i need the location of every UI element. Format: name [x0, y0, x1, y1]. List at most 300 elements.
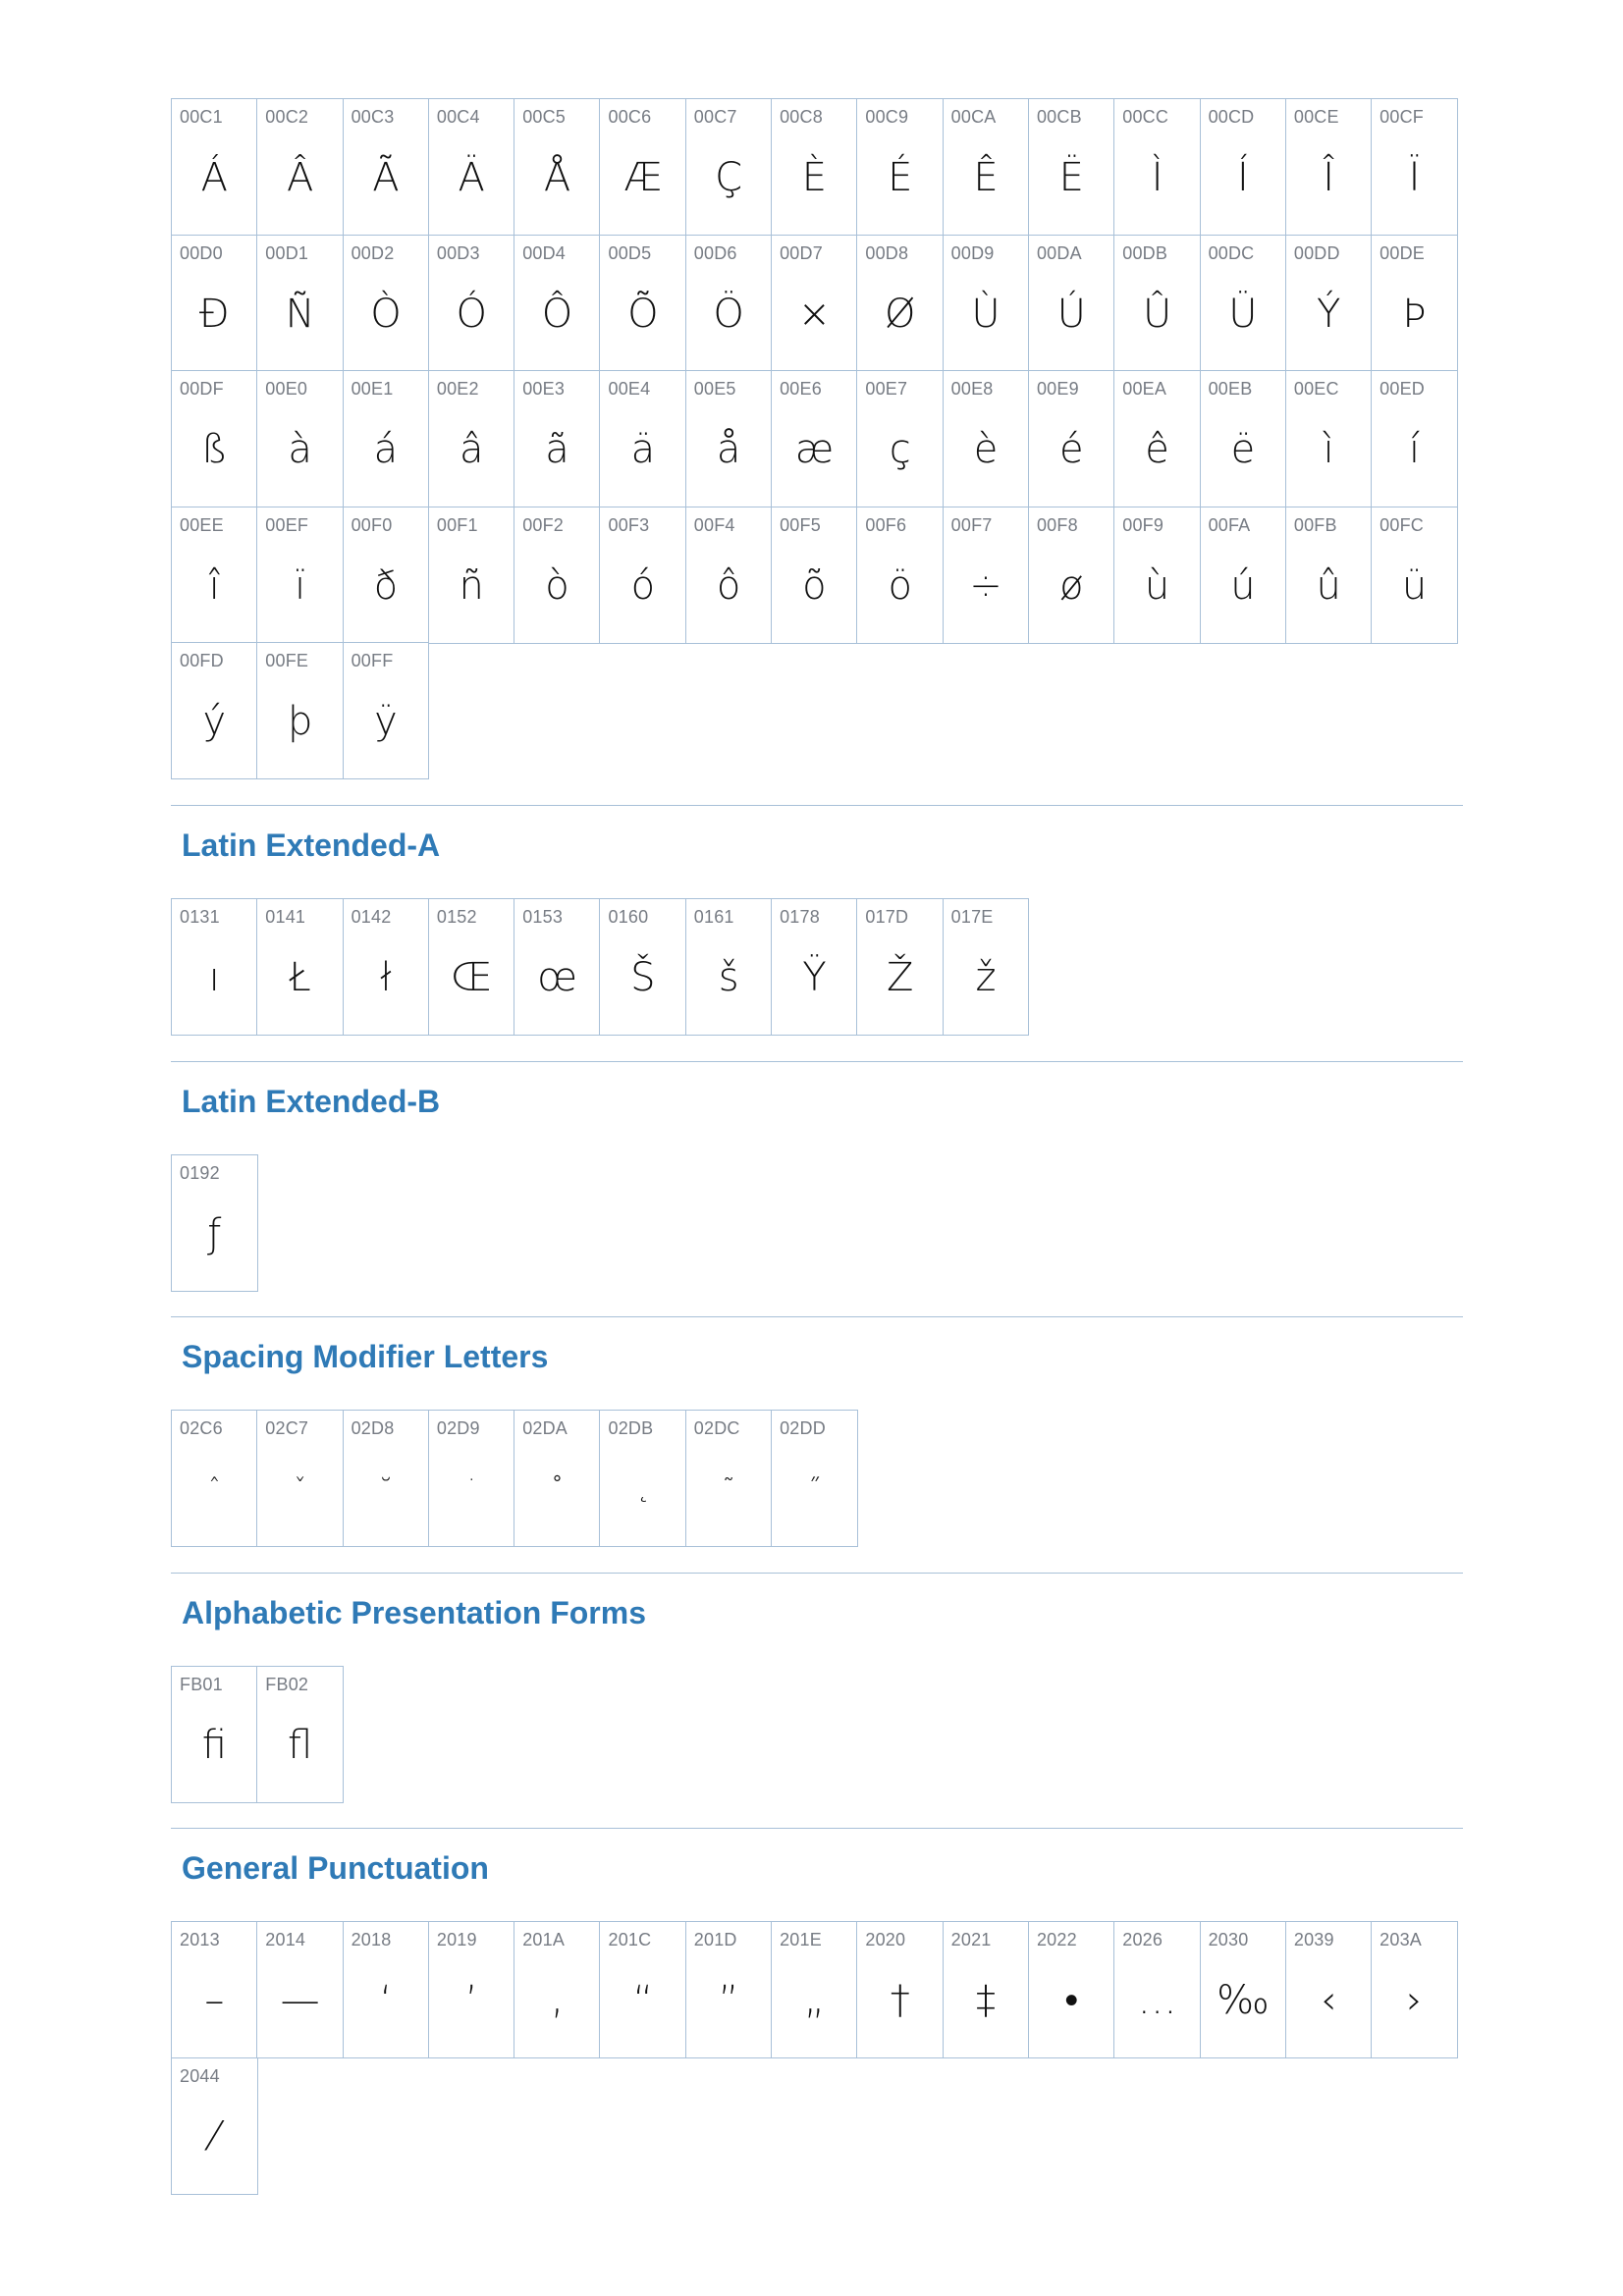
codepoint-label: 00D4 — [522, 242, 567, 263]
codepoint-label: 00F2 — [522, 514, 565, 535]
glyph-cell-00df — [171, 370, 258, 507]
codepoint-label: 00F4 — [693, 514, 735, 535]
codepoint-label: 00F1 — [436, 514, 478, 535]
glyph-cell-00cf — [1371, 98, 1458, 236]
codepoint-label: 201D — [693, 1930, 737, 1950]
glyph-sample: ð — [373, 562, 399, 609]
glyph-cell-fb01 — [171, 1666, 258, 1803]
glyph-cell-00f1 — [428, 507, 515, 644]
codepoint-label: 00ED — [1380, 379, 1425, 400]
glyph-sample: ñ — [459, 562, 484, 609]
glyph-sample: œ — [537, 955, 577, 1001]
glyph-sample: ú — [1230, 562, 1256, 609]
codepoint-label: 2013 — [180, 1930, 220, 1950]
glyph-sample: ł — [380, 955, 392, 1001]
glyph-sample: Ä — [458, 155, 485, 200]
glyph-sample: ž — [975, 955, 997, 1001]
glyph-sample: Á — [200, 155, 229, 200]
codepoint-label: 0152 — [436, 907, 477, 928]
glyph-sample: ƒ — [207, 1210, 222, 1256]
glyph-sample: – — [204, 1978, 225, 2024]
glyph-sample: è — [973, 427, 999, 473]
codepoint-label: 0178 — [780, 907, 820, 928]
glyph-sample: … — [1137, 1978, 1177, 2024]
glyph-cell-00c3 — [343, 98, 430, 236]
codepoint-label: 00DF — [180, 379, 224, 400]
glyph-cell-2019 — [428, 1921, 515, 2058]
codepoint-label: 00D5 — [608, 242, 652, 263]
glyph-sample: Œ — [450, 955, 493, 1001]
codepoint-label: 0142 — [351, 907, 392, 928]
glyph-cell-2026 — [1113, 1921, 1201, 2058]
codepoint-label: 00E2 — [436, 379, 479, 400]
codepoint-label: 00D7 — [780, 242, 823, 263]
codepoint-label: 00CD — [1208, 107, 1255, 127]
glyph-cell-00fd — [171, 642, 258, 779]
codepoint-label: 2030 — [1208, 1930, 1249, 1950]
glyph-cell-00d5 — [599, 235, 686, 372]
codepoint-label: 00FE — [265, 651, 309, 671]
glyph-cell-0141 — [256, 898, 344, 1036]
glyph-cell-00c1 — [171, 98, 258, 236]
glyph-sample: á — [373, 427, 399, 473]
glyph-cell-201e — [771, 1921, 858, 2058]
codepoint-label: 0131 — [180, 907, 220, 928]
glyph-cell-2039 — [1285, 1921, 1373, 2058]
glyph-cell-00cc — [1113, 98, 1201, 236]
glyph-cell-00f7 — [943, 507, 1030, 644]
glyph-cell-00f8 — [1028, 507, 1115, 644]
glyph-cell-201d — [685, 1921, 773, 2058]
codepoint-label: 00F5 — [780, 514, 821, 535]
glyph-cell-0153 — [514, 898, 601, 1036]
codepoint-label: 00E1 — [351, 379, 394, 400]
glyph-sample: — — [280, 1978, 320, 2024]
glyph-sample: Î — [1323, 155, 1335, 200]
glyph-sample: Ç — [715, 155, 743, 200]
codepoint-label: 00C2 — [265, 107, 309, 127]
glyph-sample: Í — [1237, 155, 1249, 200]
glyph-sample: × — [797, 291, 832, 337]
glyph-sample: à — [288, 427, 312, 473]
glyph-cell-00ca — [943, 98, 1030, 236]
glyph-cell-00cb — [1028, 98, 1115, 236]
codepoint-label: 02C6 — [180, 1418, 223, 1439]
glyph-sample: ﬁ — [201, 1722, 227, 1768]
codepoint-label: 00F3 — [608, 514, 650, 535]
glyph-cell-00d8 — [856, 235, 944, 372]
codepoint-label: 00E9 — [1036, 379, 1079, 400]
codepoint-label: 02DA — [522, 1418, 568, 1439]
section-title-spacing-modifier-letters: Spacing Modifier Letters — [182, 1339, 549, 1375]
codepoint-label: 00E0 — [265, 379, 308, 400]
glyph-cell-00d6 — [685, 235, 773, 372]
glyph-sample: Š — [630, 955, 656, 1001]
glyph-sample: Õ — [627, 291, 659, 337]
glyph-sample: â — [459, 427, 484, 473]
glyph-sample: ê — [1145, 427, 1169, 473]
glyph-cell-2030 — [1200, 1921, 1287, 2058]
spacing-modifier-letters-grid — [171, 1410, 1465, 1546]
codepoint-label: 201A — [522, 1930, 566, 1950]
glyph-cell-00ee — [171, 507, 258, 644]
codepoint-label: 201E — [780, 1930, 822, 1950]
codepoint-label: 017E — [950, 907, 994, 928]
codepoint-label: 00FC — [1380, 514, 1424, 535]
glyph-cell-017d — [856, 898, 944, 1036]
codepoint-label: 00E7 — [865, 379, 908, 400]
glyph-sample: ÿ — [374, 699, 398, 745]
glyph-cell-0152 — [428, 898, 515, 1036]
glyph-cell-2013 — [171, 1921, 258, 2058]
latin1-supplement-grid — [171, 98, 1465, 778]
alphabetic-presentation-forms-grid — [171, 1666, 1465, 1802]
codepoint-label: 00D0 — [180, 242, 223, 263]
codepoint-label: 00C3 — [351, 107, 395, 127]
glyph-sample: é — [1059, 427, 1084, 473]
glyph-sample: þ — [287, 699, 313, 745]
section-divider — [171, 805, 1463, 806]
glyph-sample: ä — [630, 427, 656, 473]
codepoint-label: 203A — [1380, 1930, 1422, 1950]
glyph-cell-00f5 — [771, 507, 858, 644]
glyph-cell-00d3 — [428, 235, 515, 372]
glyph-sample: ˙ — [464, 1474, 478, 1505]
glyph-cell-00c4 — [428, 98, 515, 236]
glyph-cell-00fa — [1200, 507, 1287, 644]
glyph-cell-00d0 — [171, 235, 258, 372]
glyph-sample: ” — [718, 1978, 739, 2024]
latin-extended-a-grid — [171, 898, 1465, 1035]
codepoint-label: 2044 — [180, 2066, 220, 2087]
codepoint-label: 00DD — [1293, 242, 1340, 263]
glyph-cell-00f0 — [343, 507, 430, 644]
codepoint-label: 00D1 — [265, 242, 309, 263]
glyph-sample: È — [801, 155, 828, 200]
glyph-cell-00ce — [1285, 98, 1373, 236]
codepoint-label: 00F8 — [1036, 514, 1078, 535]
codepoint-label: 02DD — [780, 1418, 826, 1439]
codepoint-label: 00F0 — [351, 514, 393, 535]
glyph-sample: æ — [794, 427, 835, 473]
glyph-cell-00e5 — [685, 370, 773, 507]
glyph-cell-02c7 — [256, 1410, 344, 1547]
glyph-cell-02dd — [771, 1410, 858, 1547]
codepoint-label: 00C8 — [780, 107, 823, 127]
codepoint-label: 2020 — [865, 1930, 906, 1950]
glyph-sample: ó — [630, 562, 656, 609]
glyph-sample: Ú — [1056, 291, 1086, 337]
codepoint-label: 2039 — [1293, 1930, 1334, 1950]
glyph-sample: Ó — [456, 291, 487, 337]
section-divider — [171, 1316, 1463, 1317]
glyph-sample: ‡ — [976, 1978, 997, 2024]
glyph-sample: Ï — [1408, 155, 1421, 200]
glyph-cell-00f3 — [599, 507, 686, 644]
glyph-cell-2022 — [1028, 1921, 1115, 2058]
glyph-cell-02d9 — [428, 1410, 515, 1547]
glyph-sample: ì — [1323, 427, 1334, 473]
codepoint-label: 00DA — [1036, 242, 1082, 263]
codepoint-label: 00F6 — [865, 514, 907, 535]
glyph-cell-02db — [599, 1410, 686, 1547]
glyph-sample: ã — [545, 427, 569, 473]
codepoint-label: 00F7 — [950, 514, 993, 535]
glyph-sample: ‘ — [379, 1978, 393, 2024]
codepoint-label: 00CE — [1293, 107, 1339, 127]
glyph-cell-02d8 — [343, 1410, 430, 1547]
codepoint-label: 2021 — [950, 1930, 992, 1950]
glyph-cell-00d1 — [256, 235, 344, 372]
latin-extended-b-grid — [171, 1154, 1465, 1291]
glyph-cell-00ff — [343, 642, 430, 779]
glyph-cell-00f9 — [1113, 507, 1201, 644]
glyph-cell-00f4 — [685, 507, 773, 644]
codepoint-label: 00FB — [1293, 514, 1337, 535]
codepoint-label: 02C7 — [265, 1418, 309, 1439]
glyph-cell-201a — [514, 1921, 601, 2058]
glyph-sample: õ — [802, 562, 827, 609]
glyph-cell-2021 — [943, 1921, 1030, 2058]
section-title-latin-extended-b: Latin Extended-B — [182, 1083, 441, 1119]
glyph-sample: ç — [889, 427, 911, 473]
codepoint-label: 00DB — [1122, 242, 1168, 263]
codepoint-label: FB02 — [265, 1674, 309, 1694]
codepoint-label: FB01 — [180, 1674, 223, 1694]
section-title-latin-extended-a: Latin Extended-A — [182, 828, 441, 864]
glyph-sample: ‚ — [551, 1978, 564, 2024]
glyph-sample: Ö — [713, 291, 744, 337]
glyph-cell-0161 — [685, 898, 773, 1036]
codepoint-label: 0153 — [522, 907, 564, 928]
glyph-cell-00ea — [1113, 370, 1201, 507]
codepoint-label: 0141 — [265, 907, 306, 928]
glyph-sample: „ — [804, 1978, 825, 2024]
glyph-sample: Þ — [1402, 291, 1427, 337]
glyph-cell-02dc — [685, 1410, 773, 1547]
glyph-cell-0142 — [343, 898, 430, 1036]
glyph-sample: Ñ — [285, 291, 315, 337]
codepoint-label: 00C4 — [436, 107, 480, 127]
codepoint-label: 00FA — [1208, 514, 1251, 535]
glyph-cell-02da — [514, 1410, 601, 1547]
codepoint-label: 2018 — [351, 1930, 392, 1950]
glyph-cell-00f2 — [514, 507, 601, 644]
codepoint-label: 00DE — [1380, 242, 1425, 263]
glyph-sample: ﬂ — [288, 1722, 313, 1768]
codepoint-label: 00EC — [1293, 379, 1339, 400]
glyph-cell-00c5 — [514, 98, 601, 236]
glyph-chart-page — [171, 98, 1463, 2194]
glyph-cell-00dc — [1200, 235, 1287, 372]
glyph-sample: ‰ — [1217, 1978, 1270, 2024]
glyph-cell-02c6 — [171, 1410, 258, 1547]
glyph-sample: Â — [286, 155, 314, 200]
glyph-cell-2020 — [856, 1921, 944, 2058]
glyph-sample: ô — [716, 562, 741, 609]
glyph-sample: Ž — [887, 955, 914, 1001]
codepoint-label: 00E3 — [522, 379, 566, 400]
glyph-cell-00fe — [256, 642, 344, 779]
glyph-sample: ˜ — [722, 1474, 735, 1505]
glyph-sample: ˘ — [379, 1474, 393, 1505]
glyph-cell-00e1 — [343, 370, 430, 507]
glyph-sample: ˇ — [294, 1474, 307, 1505]
glyph-sample: Ô — [541, 291, 573, 337]
glyph-cell-00eb — [1200, 370, 1287, 507]
glyph-sample: ß — [200, 427, 228, 473]
glyph-sample: ë — [1230, 427, 1256, 473]
glyph-sample: ˛ — [636, 1474, 650, 1505]
glyph-sample: Ð — [198, 291, 230, 337]
codepoint-label: 00F9 — [1122, 514, 1164, 535]
glyph-cell-fb02 — [256, 1666, 344, 1803]
codepoint-label: 00D8 — [865, 242, 909, 263]
glyph-sample: É — [888, 155, 913, 200]
glyph-sample: Ë — [1058, 155, 1084, 200]
codepoint-label: 017D — [865, 907, 909, 928]
glyph-cell-00e8 — [943, 370, 1030, 507]
glyph-cell-00de — [1371, 235, 1458, 372]
codepoint-label: 2026 — [1122, 1930, 1163, 1950]
glyph-sample: › — [1406, 1978, 1423, 2024]
glyph-cell-00c6 — [599, 98, 686, 236]
codepoint-label: 00D6 — [693, 242, 737, 263]
codepoint-label: 02D9 — [436, 1418, 480, 1439]
codepoint-label: 00CF — [1380, 107, 1424, 127]
glyph-sample: ù — [1144, 562, 1170, 609]
codepoint-label: 00D9 — [950, 242, 995, 263]
glyph-cell-00d9 — [943, 235, 1030, 372]
codepoint-label: 00FF — [351, 651, 394, 671]
codepoint-label: 00C1 — [180, 107, 223, 127]
codepoint-label: 00E6 — [780, 379, 822, 400]
glyph-cell-00e7 — [856, 370, 944, 507]
codepoint-label: 02DC — [693, 1418, 740, 1439]
glyph-cell-00db — [1113, 235, 1201, 372]
glyph-sample: ‹ — [1321, 1978, 1337, 2024]
section-divider — [171, 1061, 1463, 1062]
codepoint-label: 00E5 — [693, 379, 736, 400]
glyph-cell-00fb — [1285, 507, 1373, 644]
glyph-sample: ý — [202, 699, 227, 745]
glyph-sample: Ù — [971, 291, 1001, 337]
glyph-sample: î — [208, 562, 220, 609]
codepoint-label: 00C7 — [693, 107, 737, 127]
codepoint-label: 00E8 — [950, 379, 994, 400]
codepoint-label: 2019 — [436, 1930, 477, 1950]
glyph-sample: ï — [295, 562, 306, 609]
glyph-cell-2018 — [343, 1921, 430, 2058]
glyph-sample: Æ — [623, 155, 663, 200]
glyph-cell-00dd — [1285, 235, 1373, 372]
glyph-sample: Ý — [1316, 291, 1341, 337]
glyph-cell-00c2 — [256, 98, 344, 236]
glyph-sample: Ê — [973, 155, 999, 200]
glyph-sample: ı — [208, 955, 220, 1001]
glyph-sample: ö — [888, 562, 912, 609]
glyph-sample: í — [1408, 427, 1421, 473]
glyph-cell-00fc — [1371, 507, 1458, 644]
glyph-cell-00ef — [256, 507, 344, 644]
codepoint-label: 00EB — [1208, 379, 1253, 400]
glyph-cell-0178 — [771, 898, 858, 1036]
glyph-cell-00f6 — [856, 507, 944, 644]
codepoint-label: 0192 — [180, 1162, 220, 1183]
glyph-cell-2044 — [171, 2057, 258, 2195]
codepoint-label: 00DC — [1208, 242, 1255, 263]
codepoint-label: 00C5 — [522, 107, 567, 127]
codepoint-label: 00CA — [950, 107, 997, 127]
glyph-sample: ˆ — [207, 1474, 221, 1505]
glyph-sample: Ł — [289, 955, 311, 1001]
glyph-sample: ˝ — [807, 1474, 821, 1505]
glyph-sample: ⁄ — [211, 2114, 218, 2161]
glyph-cell-201c — [599, 1921, 686, 2058]
glyph-sample: Ò — [370, 291, 402, 337]
glyph-sample: Ì — [1151, 155, 1163, 200]
section-divider — [171, 1573, 1463, 1574]
glyph-cell-00e9 — [1028, 370, 1115, 507]
glyph-cell-00ec — [1285, 370, 1373, 507]
codepoint-label: 00C9 — [865, 107, 909, 127]
glyph-sample: ü — [1401, 562, 1428, 609]
codepoint-label: 00EF — [265, 514, 309, 535]
glyph-cell-00e0 — [256, 370, 344, 507]
glyph-sample: Ÿ — [802, 955, 827, 1001]
glyph-sample: ’ — [464, 1978, 478, 2024]
codepoint-label: 00D3 — [436, 242, 480, 263]
glyph-cell-0160 — [599, 898, 686, 1036]
glyph-cell-00da — [1028, 235, 1115, 372]
codepoint-label: 00C6 — [608, 107, 652, 127]
glyph-cell-00e2 — [428, 370, 515, 507]
codepoint-label: 00FD — [180, 651, 224, 671]
glyph-cell-017e — [943, 898, 1030, 1036]
glyph-cell-00e3 — [514, 370, 601, 507]
glyph-cell-00ed — [1371, 370, 1458, 507]
glyph-cell-00e6 — [771, 370, 858, 507]
codepoint-label: 00E4 — [608, 379, 651, 400]
codepoint-label: 00CB — [1036, 107, 1082, 127]
glyph-sample: † — [890, 1978, 910, 2024]
section-divider — [171, 1828, 1463, 1829]
codepoint-label: 2022 — [1036, 1930, 1077, 1950]
codepoint-label: 00CC — [1122, 107, 1169, 127]
glyph-cell-00e4 — [599, 370, 686, 507]
glyph-cell-00d7 — [771, 235, 858, 372]
section-title-alphabetic-presentation-forms: Alphabetic Presentation Forms — [182, 1594, 646, 1630]
codepoint-label: 2014 — [265, 1930, 306, 1950]
glyph-sample: š — [718, 955, 739, 1001]
glyph-cell-00c9 — [856, 98, 944, 236]
glyph-cell-00d2 — [343, 235, 430, 372]
glyph-sample: Ø — [884, 291, 916, 337]
codepoint-label: 00D2 — [351, 242, 395, 263]
codepoint-label: 02DB — [608, 1418, 654, 1439]
glyph-cell-00d4 — [514, 235, 601, 372]
glyph-cell-0131 — [171, 898, 258, 1036]
glyph-sample: ÷ — [969, 562, 1002, 609]
glyph-cell-2014 — [256, 1921, 344, 2058]
glyph-sample: ˚ — [551, 1474, 565, 1505]
glyph-cell-00c8 — [771, 98, 858, 236]
glyph-sample: ø — [1059, 562, 1084, 609]
glyph-cell-203a — [1371, 1921, 1458, 2058]
glyph-sample: û — [1316, 562, 1341, 609]
glyph-sample: Ü — [1228, 291, 1258, 337]
glyph-sample: • — [1064, 1978, 1079, 2024]
